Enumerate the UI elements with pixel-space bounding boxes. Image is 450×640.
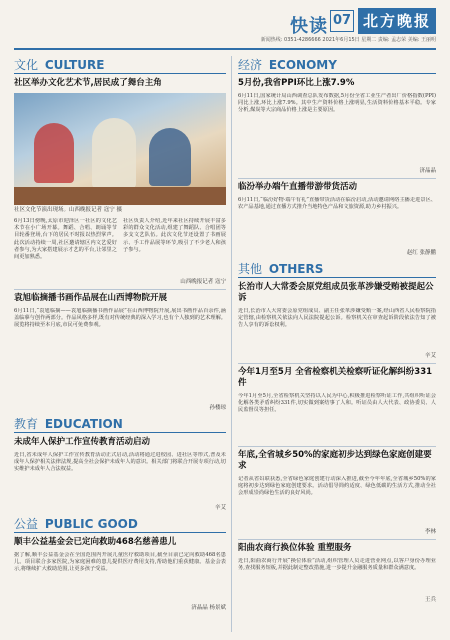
article-text: 今年1月至5月,全省检察机关坚持以人民为中心,积极推进检察听证工作,共组织听证会化解各类矛盾纠纷331件,切实做到案结事了人和。听证员由人大代表、政协委员、人民监督员等担任。 (238, 393, 436, 414)
byline: 李林 (424, 529, 436, 535)
byline: 辛艾 (424, 353, 436, 359)
article-headline: 临汾举办端午直播带游带货活动 (238, 182, 358, 192)
section-label-cn: 经济 (238, 58, 263, 72)
article-headline: 5月份,我省PPI环比上涨7.9% (238, 78, 355, 88)
article-text: 6月13日傍晚,太原市迎泽区一社区的文化艺术节在小广场开幕。舞蹈、合唱、朗诵等节目轮番登场,台下的居民不时报以热烈掌声。此次活动持续一周,社区邀请辖区内文艺爱好者参与,为大家搭建展示才艺的平台,让邻里之间更加熟悉。 (14, 218, 117, 261)
article-photo (14, 93, 226, 205)
divider (238, 363, 436, 364)
section-label-en: OTHERS (268, 262, 324, 276)
article-headline: 阳曲农商行换位体验 重塑服务 (238, 543, 352, 553)
divider (14, 289, 226, 290)
section-label-cn: 文化 (14, 58, 39, 72)
divider (238, 446, 436, 447)
article-text: 6月11日,国家统计局山西调查总队发布数据,5月份全省工业生产者出厂价格指数(PPI)同比上涨,环比上涨7.9%。其中生产资料价格上涨明显,生活资料价格基本平稳。专家分析,煤炭等大宗商品价格上涨是主要原因。 (238, 93, 436, 114)
divider (238, 178, 436, 179)
byline: 孙楼琼 (209, 405, 226, 411)
section-label-en: ECONOMY (268, 58, 337, 72)
article-text: 记者从省妇联获悉,全省绿色家庭创建行动深入推进,截至今年年底,全省城乡50%的家庭将初步达到绿色家庭创建要求。活动倡导简约适度、绿色低碳的生活方式,推动全社会形成崇尚绿色生活的良好风尚。 (238, 476, 436, 497)
article-text: 社区负责人介绍,近年来社区持续开展丰富多彩的群众文化活动,组建了舞蹈队、合唱团等多支文艺队伍。此次文化节还设置了书画展示、手工作品展等环节,吸引了不少老人和孩子参与。 (123, 218, 226, 253)
article-text: 近日,长治市人大常委会原党组成员、副主任张革涉嫌受贿一案,经山西省人民检察院指定管辖,由检察机关依法向人民法院提起公诉。检察机关在审查起诉阶段依法告知了被告人享有的诉讼权利。 (238, 308, 436, 329)
article-text: 据了解,顺丰公益基金会在全国范围内开展儿童医疗救助项目,截至目前已定向救助468名患儿。项目联合多家医院,为家庭困难的患儿提供医疗费用支持,帮助他们重获健康。基金会表示,将继续扩大救助范围,让更多孩子受益。 (14, 552, 226, 573)
byline: 王兵 (424, 597, 436, 603)
article-headline: 顺丰公益基金会已定向救助468名慈善患儿 (14, 537, 177, 547)
section-label-cn: 教育 (14, 417, 39, 431)
divider (238, 539, 436, 540)
section-header-others (238, 260, 436, 278)
article-text: 6月11日,“袁旭临摘——袁旭临摘播书画作品展”在山西博物院开展,展出书画作品百余件,涵盖临摹与创作两部分。作品风格多样,既有对传统经典的深入学习,也有个人独到的艺术理解。展览将持续至本月底,市民可免费参观。 (14, 308, 226, 329)
byline: 济晶晶 杨景斌 (191, 605, 226, 611)
section-header-education (14, 415, 226, 433)
byline: 赵红 张静鹏 (406, 250, 436, 256)
byline: 辛艾 (214, 505, 226, 511)
byline: 济晶晶 (419, 168, 436, 174)
article-text: 近日,省未成年人保护工作宣传教育活动正式启动,活动将通过进校园、进社区等形式,普及未成年人保护相关法律法规,提高全社会保护未成年人的意识。相关部门将联合开展专项行动,切实维护未成年人合法权益。 (14, 452, 226, 473)
byline: 山西晚报记者 寇宁 (180, 279, 226, 285)
article-text: 6月11日,“临汾好物·端午有礼”直播带货活动在临汾启动,活动邀请网络主播走进景区、农产品基地,通过直播方式推介当地特色产品和文旅资源,助力乡村振兴。 (238, 197, 436, 211)
section-label-cn: 公益 (14, 517, 39, 531)
section-label-en: CULTURE (44, 58, 105, 72)
left-column (14, 56, 226, 615)
masthead-rule (14, 48, 436, 50)
newspaper-logo: 北方晚报 (358, 8, 436, 34)
masthead-meta: 新闻热线: 0351-4286666 2021年6月15日 星期二 责编: 孟志荣 美编: 王丽明 (260, 37, 436, 43)
section-label-en: PUBLIC GOOD (44, 517, 138, 531)
masthead (14, 6, 436, 46)
section-label-en: EDUCATION (44, 417, 123, 431)
article-headline: 今年1月至5月 全省检察机关检察听证化解纠纷331件 (238, 367, 433, 388)
article-headline: 年底,全省城乡50%的家庭初步达到绿色家庭创建要求 (238, 450, 432, 471)
article-headline: 长治市人大常委会原党组成员张革涉嫌受贿被提起公诉 (238, 282, 434, 303)
article-headline: 社区举办文化艺术节,居民成了舞台主角 (14, 78, 162, 88)
article-text: 近日,阳曲农商行开展“换位体验”活动,组织管理人员走进营业网点,以客户身份办理业务,查找服务短板,并据此制定整改措施,进一步提升金融服务质量和群众满意度。 (238, 558, 436, 572)
article-headline: 未成年人保护工作宣传教育活动启动 (14, 437, 151, 447)
column-divider (231, 56, 232, 632)
section-header-culture (14, 56, 226, 74)
article-body (14, 218, 226, 276)
section-label-cn: 其他 (238, 262, 263, 276)
section-header-economy (238, 56, 436, 74)
article-headline: 袁旭临摘播书画作品展在山西博物院开展 (14, 293, 168, 303)
section-header-public-good (14, 515, 226, 533)
section-title: 快读 (290, 16, 328, 37)
page-number: 07 (330, 10, 354, 32)
right-column (238, 56, 436, 607)
photo-caption: 社区文化节演出现场。山西晚报记者 寇宁 摄 (14, 207, 122, 213)
